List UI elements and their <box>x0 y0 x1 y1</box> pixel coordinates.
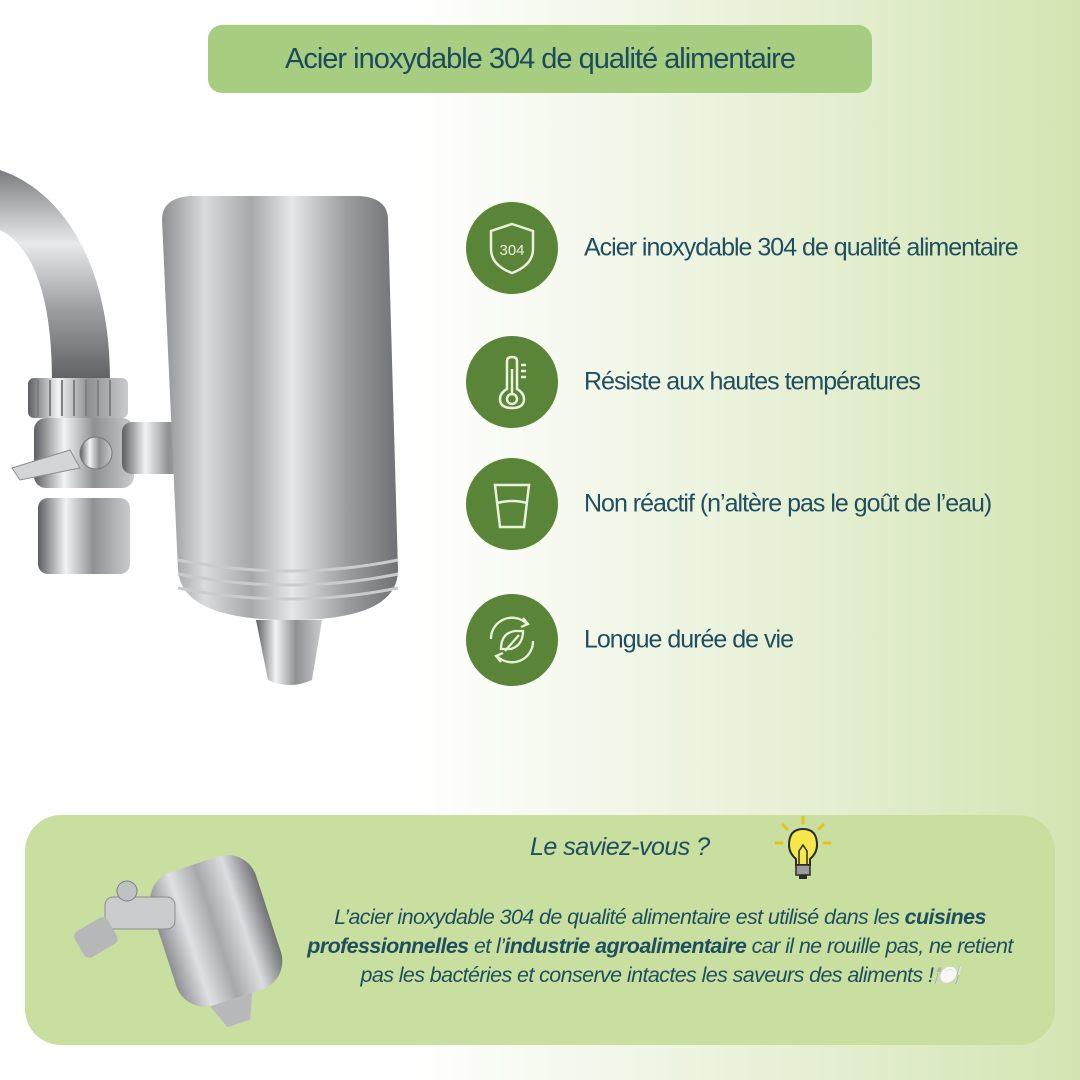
banner-title: Acier inoxydable 304 de qualité alimentaire <box>285 42 795 75</box>
feature-item <box>466 336 1066 428</box>
feature-label: Non réactif (n’altère pas le goût de l’eau) <box>584 489 992 518</box>
did-you-know-box <box>25 815 1055 1045</box>
highlight-food-industry: industrie agroalimentaire <box>504 934 747 958</box>
feature-item <box>466 202 1066 294</box>
faucet-filter-thumbnail <box>65 835 295 1035</box>
info-title: Le saviez-vous ? <box>530 833 710 861</box>
thermometer-icon <box>466 336 558 428</box>
faucet-filter-image <box>0 150 420 690</box>
top-banner <box>208 25 872 93</box>
info-text: L’acier inoxydable 304 de qualité alimentaire est utilisé dans les cuisines professionnelles et l’industrie agroalimentaire car il ne rouille pas, ne retient pas les bactéries et conserve intactes les saveurs des aliments !🍽️ <box>307 905 1013 987</box>
svg-text:304: 304 <box>499 242 525 259</box>
light-bulb-icon <box>773 815 833 885</box>
recycle-leaf-icon <box>466 594 558 686</box>
feature-label: Résiste aux hautes températures <box>584 367 920 396</box>
glass-of-water-icon <box>466 458 558 550</box>
highlight-professional-kitchens: cuisines professionnelles <box>307 905 986 958</box>
feature-label: Acier inoxydable 304 de qualité alimentaire <box>584 233 1018 262</box>
shield-304-icon <box>466 202 558 294</box>
feature-item <box>466 594 1066 686</box>
feature-item <box>466 458 1066 550</box>
plate-cutlery-emoji: 🍽️ <box>933 963 960 987</box>
feature-label: Longue durée de vie <box>584 625 793 654</box>
